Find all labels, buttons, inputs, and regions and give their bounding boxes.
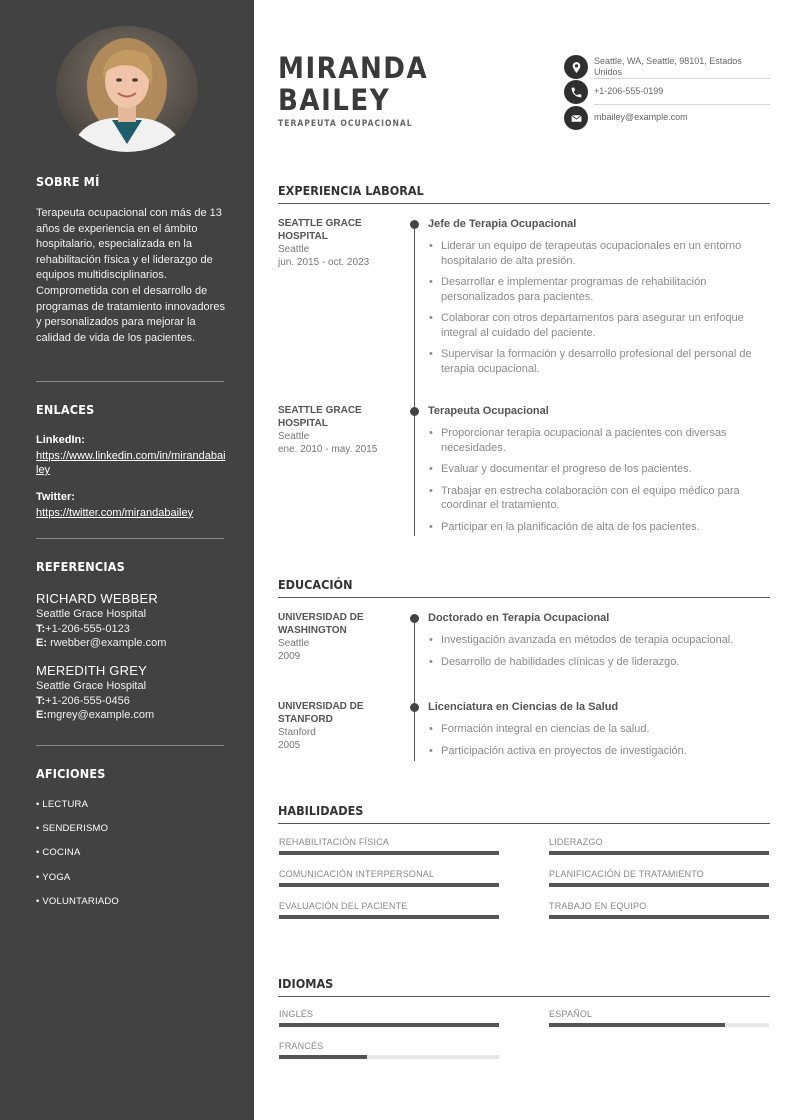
portrait-image [56,26,198,152]
skill-name: REHABILITACIÓN FÍSICA [279,837,390,847]
skill-item [279,837,499,855]
reference-email: E:mgrey@example.com [36,708,155,721]
skill-bar-fill [549,883,769,887]
sidebar [0,0,254,1120]
skill-bar [549,851,769,855]
list-item: • Participar en la planificación de alta de los pacientes. [428,520,770,535]
experience-heading: EXPERIENCIA LABORAL [278,183,770,204]
language-bar [549,1023,769,1027]
language-item [279,1009,499,1027]
first-name: MIRANDA [278,51,429,85]
job-title: TERAPEUTA OCUPACIONAL [278,119,413,129]
skill-item [549,901,769,919]
language-item [549,1009,769,1027]
list-item: • Trabajar en estrecha colaboración con el equipo médico para coordinar el tratamiento. [428,484,770,513]
list-item: • Proporcionar terapia ocupacional a pacientes con diversas necesidades. [428,426,770,455]
experience-entry-meta [278,218,398,269]
education-entry [428,612,770,676]
institution: UNIVERSIDAD DE WASHINGTON [278,612,364,636]
hobby-item: • VOLUNTARIADO [36,896,120,907]
link-twitter [36,490,226,520]
contact-email-text[interactable]: mbailey@example.com [594,112,688,122]
reference-name: RICHARD WEBBER [36,591,158,606]
hobbies-heading: AFICIONES [36,766,106,781]
skill-item [549,869,769,887]
links-heading: ENLACES [36,402,95,417]
duties-list [428,426,770,534]
employer: SEATTLE GRACE HOSPITAL [278,405,362,429]
skill-bar [279,915,499,919]
hobby-item: • COCINA [36,847,81,858]
last-name: BAILEY [278,83,391,117]
reference-phone: T:+1-206-555-0456 [36,694,130,707]
link-linkedin [36,433,226,478]
education-entry-meta [278,612,398,663]
education-timeline [414,617,415,761]
education-heading: EDUCACIÓN [278,577,770,598]
location: Seattle [278,638,310,649]
divider [36,538,224,539]
institution: UNIVERSIDAD DE STANFORD [278,701,364,725]
skill-name: EVALUACIÓN DEL PACIENTE [279,901,408,911]
list-item: • Evaluar y documentar el progreso de los pacientes. [428,462,770,477]
education-entry [428,701,770,765]
experience-entry [428,218,770,383]
language-name: INGLÉS [279,1009,314,1019]
location: Seattle [278,431,310,442]
contact-divider [594,104,770,105]
language-bar-fill [549,1023,725,1027]
language-bar [279,1055,499,1059]
skill-name: PLANIFICACIÓN DE TRATAMIENTO [549,869,704,879]
candidate-name [278,52,428,116]
dates: 2005 [278,740,301,751]
education-entry-meta [278,701,398,752]
role-title: Jefe de Terapia Ocupacional [428,218,577,230]
language-bar-fill [279,1055,367,1059]
language-bar [279,1023,499,1027]
role-title: Terapeuta Ocupacional [428,405,549,417]
reference-email: E: rwebber@example.com [36,636,167,649]
reference-org: Seattle Grace Hospital [36,679,147,692]
language-name: FRANCÉS [279,1041,324,1051]
reference-name: MEREDITH GREY [36,663,147,678]
email-icon [564,106,588,130]
timeline-dot [410,220,419,229]
skills-heading: HABILIDADES [278,803,770,824]
skill-item [279,901,499,919]
link-label: Twitter: [36,491,75,503]
reference-org: Seattle Grace Hospital [36,607,147,620]
experience-entry-meta [278,405,398,456]
skill-bar-fill [549,851,769,855]
reference-item [36,591,226,650]
divider [36,745,224,746]
about-text: Terapeuta ocupacional con más de 13 años de experiencia en el ámbito hospitalario, especializada en la rehabilitación física y el liderazgo de equipos multidisciplinarios. Comprometida con el desarrollo de programas de tratamiento innovadores y personalizados para mejorar la calidad de vida de los pacientes. [36,207,225,344]
hobby-item: • YOGA [36,872,71,883]
details-list [428,722,770,758]
divider [36,381,224,382]
link-label: LinkedIn: [36,434,85,446]
hobby-item: • LECTURA [36,799,89,810]
linkedin-url[interactable]: https://www.linkedin.com/in/mirandabailey [36,449,226,477]
skill-bar-fill [279,851,499,855]
location: Seattle [278,244,310,255]
skill-bar-fill [549,915,769,919]
skill-name: COMUNICACIÓN INTERPERSONAL [279,869,435,879]
dates: 2009 [278,651,301,662]
reference-phone: T:+1-206-555-0123 [36,622,130,635]
contact-address-text: Seattle, WA, Seattle, 98101, Estados Unidos [594,56,742,77]
references-heading: REFERENCIAS [36,559,125,574]
timeline-dot [410,407,419,416]
dates: jun. 2015 - oct. 2023 [278,257,370,268]
list-item: • Desarrollo de habilidades clínicas y de liderazgo. [428,655,770,670]
location: Stanford [278,727,316,738]
list-item: • Supervisar la formación y desarrollo profesional del personal de terapia ocupacional. [428,347,770,376]
list-item: • Investigación avanzada en métodos de terapia ocupacional. [428,633,770,648]
timeline-dot [410,703,419,712]
timeline-dot [410,614,419,623]
skill-bar [279,883,499,887]
list-item: • Formación integral en ciencias de la salud. [428,722,770,737]
twitter-url[interactable]: https://twitter.com/mirandabailey [36,506,194,519]
list-item: • Liderar un equipo de terapeutas ocupacionales en un entorno hospitalario de alta presión. [428,239,770,268]
degree-title: Licenciatura en Ciencias de la Salud [428,701,619,713]
contact-phone [564,80,770,104]
phone-icon [564,80,588,104]
contact-email [564,106,770,130]
dates: ene. 2010 - may. 2015 [278,444,378,455]
skill-name: LIDERAZGO [549,837,603,847]
skill-item [549,837,769,855]
skill-bar [549,883,769,887]
list-item: • Desarrollar e implementar programas de rehabilitación personalizados para pacientes. [428,275,770,304]
skill-bar-fill [279,883,499,887]
about-heading: SOBRE MÍ [36,174,100,189]
language-item [279,1041,499,1059]
skill-name: TRABAJO EN EQUIPO [549,901,647,911]
duties-list [428,239,770,376]
hobby-item: • SENDERISMO [36,823,109,834]
experience-entry [428,405,770,541]
skill-bar-fill [279,915,499,919]
skill-bar [549,915,769,919]
list-item: • Participación activa en proyectos de investigación. [428,744,770,759]
experience-timeline [414,224,415,536]
contact-phone-text: +1-206-555-0199 [594,86,664,96]
languages-heading: IDIOMAS [278,976,770,997]
reference-item [36,663,226,722]
skill-bar [279,851,499,855]
list-item: • Colaborar con otros departamentos para asegurar un enfoque integral al cuidado del paciente. [428,311,770,340]
language-name: ESPAÑOL [549,1009,593,1019]
skill-item [279,869,499,887]
contact-address [564,55,770,79]
employer: SEATTLE GRACE HOSPITAL [278,218,362,242]
details-list [428,633,770,669]
location-pin-icon [564,55,588,79]
contact-divider [594,78,770,79]
profile-photo [56,26,198,152]
degree-title: Doctorado en Terapia Ocupacional [428,612,610,624]
language-bar-fill [279,1023,499,1027]
